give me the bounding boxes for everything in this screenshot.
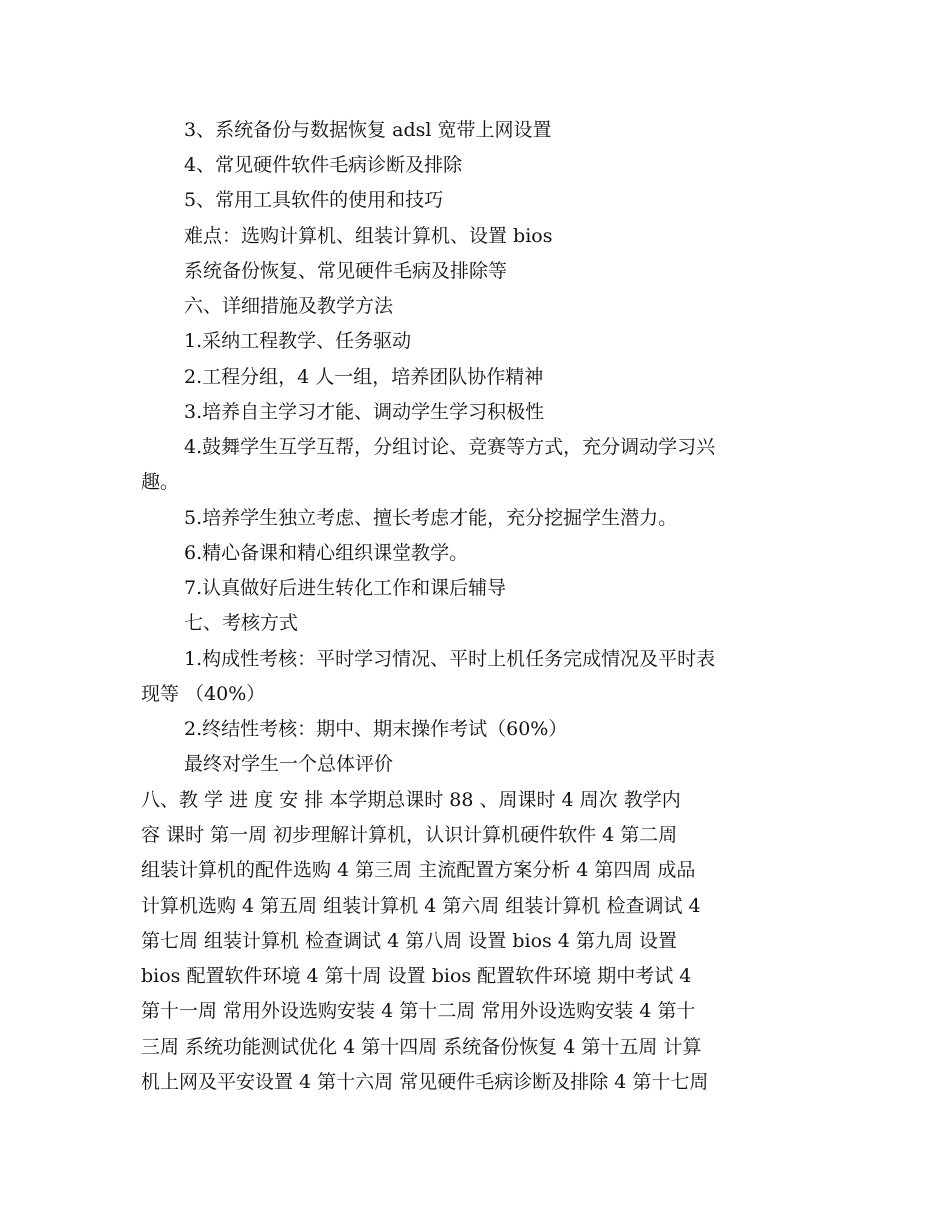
schedule-line: 机上网及平安设置 4 第十六周 常见硬件毛病诊断及排除 4 第十七周 [141,1071,709,1093]
paragraph: 难点：选购计算机、组装计算机、设置 bios [184,225,553,247]
paragraph: 4.鼓舞学生互学互帮，分组讨论、竞赛等方式，充分调动学习兴 [184,436,716,458]
schedule-line: bios 配置软件环境 4 第十周 设置 bios 配置软件环境 期中考试 4 [141,965,692,987]
paragraph-continuation: 趣。 [141,471,180,493]
paragraph-continuation: 现等 （40%） [141,683,266,705]
paragraph: 6.精心备课和精心组织课堂教学。 [184,542,469,564]
paragraph: 4、常见硬件软件毛病诊断及排除 [184,154,463,176]
schedule-line: 第十一周 常用外设选购安装 4 第十二周 常用外设选购安装 4 第十 [141,1000,696,1022]
section-heading: 七、考核方式 [184,612,299,634]
paragraph: 最终对学生一个总体评价 [184,753,394,775]
schedule-line: 第七周 组装计算机 检查调试 4 第八周 设置 bios 4 第九周 设置 [141,930,677,952]
section-heading: 六、详细措施及教学方法 [184,295,394,317]
schedule-line: 组装计算机的配件选购 4 第三周 主流配置方案分析 4 第四周 成品 [141,859,696,881]
paragraph: 系统备份恢复、常见硬件毛病及排除等 [184,260,508,282]
schedule-line: 计算机选购 4 第五周 组装计算机 4 第六周 组装计算机 检查调试 4 [141,895,701,917]
paragraph: 2.终结性考核：期中、期末操作考试（60%） [184,718,568,740]
paragraph: 1.采纳工程教学、任务驱动 [184,330,412,352]
paragraph: 5.培养学生独立考虑、擅长考虑才能，充分挖掘学生潜力。 [184,507,678,529]
paragraph: 2.工程分组，4 人一组，培养团队协作精神 [184,366,544,388]
paragraph: 7.认真做好后进生转化工作和课后辅导 [184,577,507,599]
schedule-line: 三周 系统功能测试优化 4 第十四周 系统备份恢复 4 第十五周 计算 [141,1036,702,1058]
paragraph: 1.构成性考核：平时学习情况、平时上机任务完成情况及平时表 [184,648,716,670]
schedule-line: 容 课时 第一周 初步理解计算机，认识计算机硬件软件 4 第二周 [141,824,678,846]
paragraph: 3、系统备份与数据恢复 adsl 宽带上网设置 [184,119,552,141]
paragraph: 5、常用工具软件的使用和技巧 [184,189,444,211]
paragraph: 3.培养自主学习才能、调动学生学习积极性 [184,401,545,423]
schedule-line: 八、教 学 进 度 安 排 本学期总课时 88 、周课时 4 周次 教学内 [141,789,681,811]
